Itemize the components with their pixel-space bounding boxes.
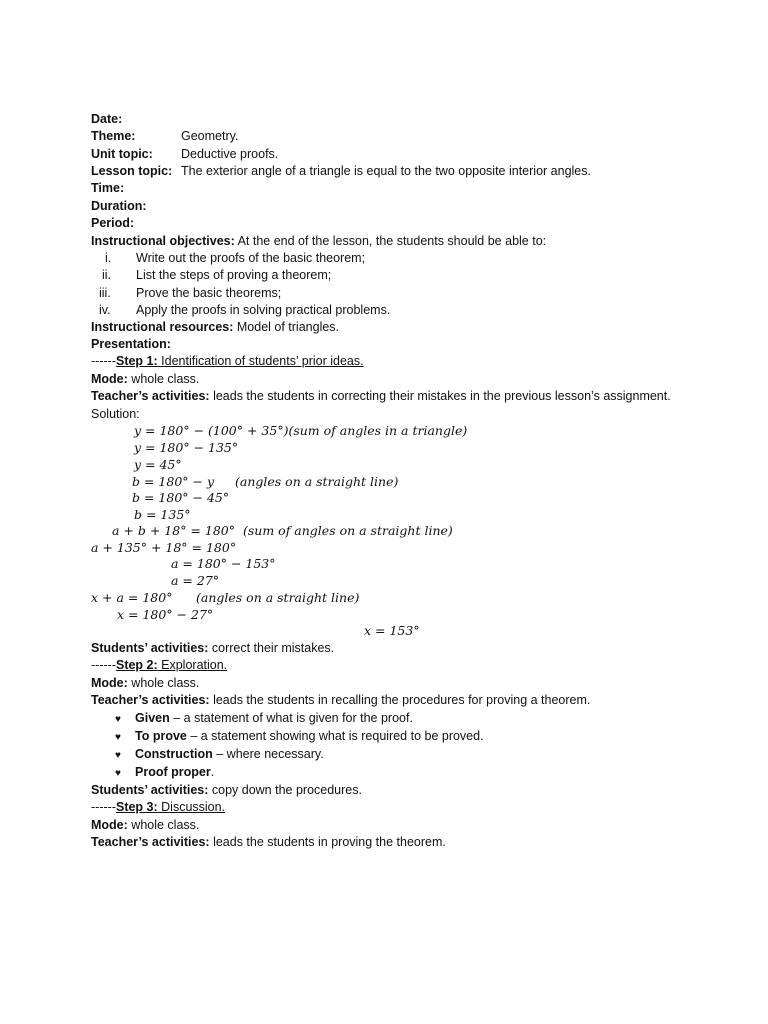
students-text: correct their mistakes.: [208, 641, 335, 655]
math-equation: a + b + 18° = 180°: [112, 523, 235, 538]
step-dashes: ------: [91, 800, 116, 814]
theme-value: Geometry.: [181, 129, 239, 143]
step-label: Step 1:: [115, 354, 158, 368]
objective-num: iii.: [99, 286, 111, 300]
math-equation: b = 135°: [134, 507, 191, 522]
math-equation: y = 45°: [134, 457, 182, 472]
math-note: (angles on a straight line): [235, 474, 399, 489]
bullet-term: Given: [135, 711, 170, 725]
step1-heading: [91, 353, 364, 369]
bullet-term: Construction: [135, 747, 213, 761]
heart-icon: ♥: [115, 732, 121, 743]
bullet-text: – a statement of what is given for the proof.: [169, 711, 413, 725]
lesson-topic-label: Lesson topic:: [91, 164, 173, 178]
math-equation: a + 135° + 18° = 180°: [91, 540, 237, 555]
math-line: [134, 507, 191, 523]
resources-label: Instructional resources:: [91, 320, 234, 334]
objectives-intro: At the end of the lesson, the students should be able to:: [234, 234, 547, 248]
math-line: [91, 540, 236, 556]
step-label: Step 3:: [115, 800, 158, 814]
procedure-bullet: [115, 746, 324, 764]
mode-text: whole class.: [127, 372, 200, 386]
math-equation: a = 27°: [171, 573, 220, 588]
step1-mode: [91, 371, 199, 387]
math-line: [112, 523, 453, 539]
math-equation: y = 180° − 135°: [134, 440, 239, 455]
bullet-text: – where necessary.: [212, 747, 324, 761]
math-equation: x = 153°: [364, 623, 420, 638]
unit-topic-label: Unit topic:: [91, 147, 153, 161]
bullet-text: .: [210, 765, 215, 779]
objective-text: Prove the basic theorems;: [136, 286, 282, 300]
mode-label: Mode:: [91, 676, 128, 690]
theme-row: [91, 128, 691, 144]
math-equation: b = 180° − y: [132, 474, 215, 489]
mode-label: Mode:: [91, 372, 128, 386]
step-dashes: ------: [91, 354, 116, 368]
period-label: Period:: [91, 216, 135, 230]
objectives-line: [91, 233, 546, 249]
bullet-term: Proof proper: [135, 765, 211, 779]
resources-text: Model of triangles.: [233, 320, 340, 334]
procedure-bullet: [115, 728, 484, 746]
students-text: copy down the procedures.: [208, 783, 362, 797]
step1-teacher-activities: [91, 388, 671, 404]
time-label: Time:: [91, 181, 125, 195]
objective-text: Apply the proofs in solving practical problems.: [136, 303, 391, 317]
mode-label: Mode:: [91, 818, 128, 832]
math-line: [132, 490, 229, 506]
objective-num: iv.: [99, 303, 111, 317]
step-title: Discussion.: [157, 800, 226, 814]
step-title: Identification of students’ prior ideas.: [157, 354, 364, 368]
objectives-label: Instructional objectives:: [91, 234, 235, 248]
unit-topic-value: Deductive proofs.: [181, 147, 279, 161]
math-line: [91, 590, 360, 606]
resources-line: [91, 319, 339, 335]
math-note: (sum of angles in a triangle): [288, 423, 468, 438]
lesson-topic-row: [91, 163, 711, 179]
step-dashes: ------: [91, 658, 116, 672]
math-equation: x = 180° − 27°: [117, 607, 214, 622]
theme-label: Theme:: [91, 129, 136, 143]
math-line: [134, 423, 467, 439]
heart-icon: ♥: [115, 714, 121, 725]
teacher-text: leads the students in proving the theorem.: [209, 835, 446, 849]
procedure-bullet: [115, 764, 215, 782]
teacher-label: Teacher’s activities:: [91, 389, 210, 403]
step-label: Step 2:: [115, 658, 158, 672]
step1-students-activities: [91, 640, 334, 656]
date-label: Date:: [91, 112, 123, 126]
bullet-text: – a statement showing what is required to be proved.: [186, 729, 484, 743]
math-equation: x + a = 180°: [91, 590, 173, 605]
math-note: (angles on a straight line): [196, 590, 360, 605]
step2-heading: [91, 657, 227, 673]
math-equation: a = 180° − 153°: [171, 556, 276, 571]
teacher-text: leads the students in correcting their mistakes in the previous lesson’s assignment.: [209, 389, 671, 403]
step3-mode: [91, 817, 199, 833]
objective-text: Write out the proofs of the basic theorem;: [136, 251, 366, 265]
lesson-topic-value: The exterior angle of a triangle is equal to the two opposite interior angles.: [181, 164, 591, 178]
step3-teacher-activities: [91, 834, 446, 850]
students-label: Students’ activities:: [91, 641, 209, 655]
math-equation: b = 180° − 45°: [132, 490, 230, 505]
teacher-label: Teacher’s activities:: [91, 693, 210, 707]
step3-heading: [91, 799, 225, 815]
math-note: (sum of angles on a straight line): [243, 523, 453, 538]
presentation-label: Presentation:: [91, 337, 171, 351]
step2-students-activities: [91, 782, 362, 798]
teacher-label: Teacher’s activities:: [91, 835, 210, 849]
step-title: Exploration.: [157, 658, 228, 672]
solution-label: Solution:: [91, 407, 140, 421]
objective-num: i.: [105, 251, 112, 265]
objective-text: List the steps of proving a theorem;: [136, 268, 332, 282]
bullet-term: To prove: [135, 729, 187, 743]
duration-label: Duration:: [91, 199, 147, 213]
math-line: [134, 457, 182, 473]
math-line: [134, 440, 238, 456]
heart-icon: ♥: [115, 768, 121, 779]
math-line: [171, 573, 219, 589]
teacher-text: leads the students in recalling the procedures for proving a theorem.: [209, 693, 591, 707]
math-line: [171, 556, 276, 572]
step2-mode: [91, 675, 199, 691]
math-equation: y = 180° − (100° + 35°): [134, 423, 289, 438]
unit-topic-row: [91, 146, 691, 162]
heart-icon: ♥: [115, 750, 121, 761]
procedure-bullet: [115, 710, 413, 728]
students-label: Students’ activities:: [91, 783, 209, 797]
mode-text: whole class.: [127, 676, 200, 690]
math-line: [132, 474, 399, 490]
math-line: [364, 623, 420, 639]
step2-teacher-activities: [91, 692, 590, 708]
mode-text: whole class.: [127, 818, 200, 832]
math-line: [117, 607, 213, 623]
objective-num: ii.: [102, 268, 112, 282]
